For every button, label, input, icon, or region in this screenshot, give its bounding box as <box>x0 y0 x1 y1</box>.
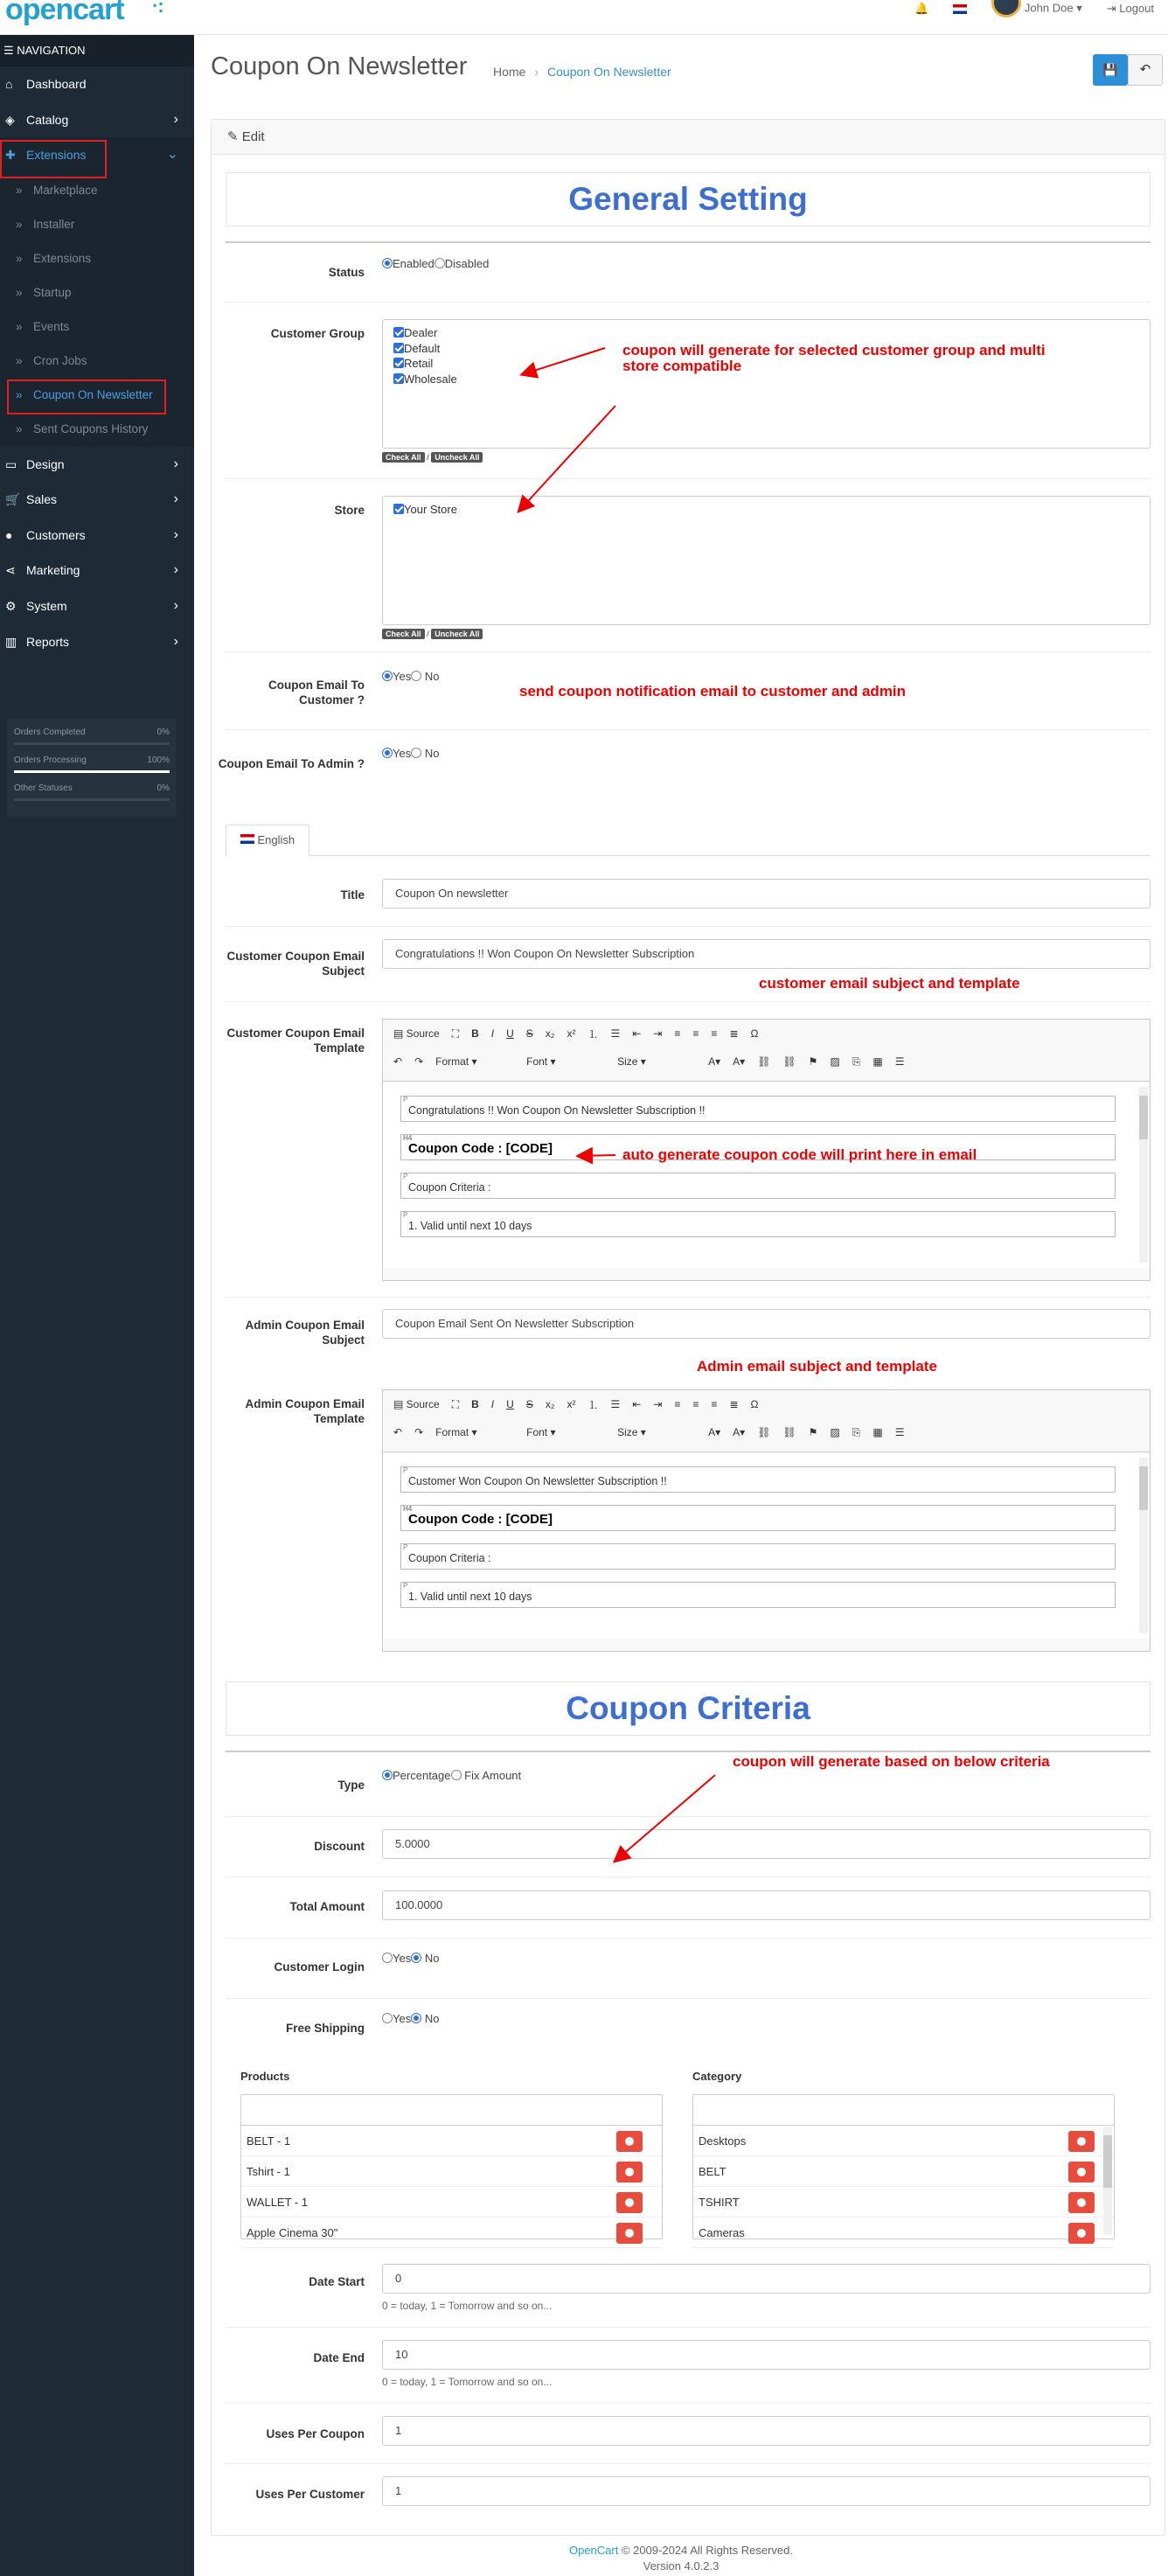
text-color-icon[interactable]: A▾ <box>708 1426 721 1438</box>
cart-icon: 🛒 <box>5 492 21 507</box>
free-shipping-label: Free Shipping <box>285 2022 365 2035</box>
section-rule <box>226 241 1151 243</box>
editor-paragraph[interactable]: P Coupon Criteria : <box>400 1173 1116 1199</box>
text-color-icon[interactable]: A▾ <box>708 1055 721 1068</box>
sidebar-item-sales[interactable]: 🛒 Sales › <box>0 482 194 518</box>
opencart-logo[interactable]: opencart ·: <box>5 0 124 27</box>
sidebar-item-reports[interactable]: ▥ Reports › <box>0 624 194 660</box>
divider <box>226 2403 1151 2404</box>
table-icon[interactable]: ▦ <box>873 1426 883 1438</box>
annotation-admin-template: Admin email subject and template <box>697 1358 937 1375</box>
sidebar-sub-cron-jobs[interactable]: » Cron Jobs <box>0 344 194 378</box>
chevron-right-icon: › <box>173 491 178 507</box>
logout-label: Logout <box>1119 2 1154 15</box>
list-item: BELT - 1 <box>241 2126 662 2156</box>
total-input[interactable]: 100.0000 <box>382 1890 1151 1920</box>
annotation-code: auto generate coupon code will print here in email <box>622 1146 977 1163</box>
sidebar-item-system[interactable]: ⚙ System › <box>0 588 194 624</box>
checkbox[interactable] <box>393 373 404 384</box>
undo-icon[interactable]: ↶ <box>393 1055 403 1068</box>
divider <box>226 478 1151 479</box>
tab-english[interactable]: English <box>226 825 309 857</box>
list-item: Tshirt - 1 <box>241 2156 662 2187</box>
special-char-icon[interactable]: Ω <box>750 1027 759 1040</box>
customer-group-list <box>382 319 1151 449</box>
annotation-email: send coupon notification email to customer and admin <box>519 683 907 700</box>
sidebar-sub-startup[interactable]: » Startup <box>0 275 194 310</box>
bullet-list-icon[interactable]: ☰ <box>610 1398 621 1410</box>
back-arrow-icon: ↶ <box>1139 62 1151 77</box>
status-disabled-radio[interactable] <box>435 258 445 268</box>
checkbox[interactable] <box>393 358 404 368</box>
email-admin-no-radio[interactable] <box>411 748 421 758</box>
editor-content[interactable] <box>383 1081 1150 1268</box>
home-icon: ⌂ <box>5 77 13 91</box>
highlight-box-coupon <box>7 379 166 414</box>
maximize-icon[interactable]: ⛶ <box>451 1027 460 1040</box>
sidebar-item-marketing[interactable]: ⋖ Marketing › <box>0 553 194 588</box>
indent-icon[interactable]: ⇥ <box>653 1398 663 1410</box>
bg-color-icon[interactable]: A▾ <box>733 1055 746 1068</box>
share-icon: ⋖ <box>5 563 16 578</box>
date-end-label: Date End <box>313 2351 365 2364</box>
uses-per-coupon-label: Uses Per Coupon <box>266 2427 365 2440</box>
edit-card <box>211 119 1165 2536</box>
bold-icon[interactable]: B <box>471 1027 479 1040</box>
date-end-help: 0 = today, 1 = Tomorrow and so on... <box>382 2376 553 2388</box>
editor-paragraph[interactable]: P Customer Won Coupon On Newsletter Subscription !! <box>400 1466 1116 1493</box>
section-title-criteria: Coupon Criteria <box>226 1681 1151 1736</box>
list-item: BELT <box>693 2156 1114 2187</box>
indent-icon[interactable]: ⇥ <box>653 1027 663 1040</box>
login-no-radio[interactable] <box>411 1953 421 1963</box>
title-input[interactable]: Coupon On newsletter <box>382 879 1151 909</box>
sidebar-sub-marketplace[interactable]: » Marketplace <box>0 173 194 207</box>
sidebar-sub-coupon-on-newsletter[interactable]: » Coupon On Newsletter <box>0 378 194 412</box>
language-flag-icon[interactable] <box>953 4 967 14</box>
table-icon[interactable]: ▦ <box>873 1055 883 1068</box>
image-icon[interactable]: ▨ <box>830 1426 840 1438</box>
chevron-right-icon: › <box>173 562 178 578</box>
shipping-yes-radio[interactable] <box>382 2013 393 2023</box>
save-icon: 💾 <box>1102 63 1118 77</box>
uncheck-all-button[interactable]: Uncheck All <box>431 629 483 639</box>
progress-fill <box>14 770 170 773</box>
products-search-input[interactable] <box>241 2095 662 2126</box>
page-title: Coupon On Newsletter <box>211 52 468 80</box>
align-left-icon[interactable]: ≡ <box>674 1398 681 1410</box>
gear-icon: ⚙ <box>5 598 17 613</box>
sidebar-item-customers[interactable]: ● Customers › <box>0 518 194 553</box>
remove-button[interactable] <box>616 2192 643 2213</box>
list-item: Cameras <box>693 2217 1114 2248</box>
category-label: Category <box>692 2070 742 2083</box>
date-start-label: Date Start <box>309 2275 365 2288</box>
check-all-button[interactable]: Check All <box>382 452 425 463</box>
status-label: Status <box>328 266 365 279</box>
title-label: Title <box>340 888 365 902</box>
size-select[interactable]: Size ▾ <box>617 1426 646 1438</box>
store-label: Store <box>334 504 365 517</box>
align-left-icon[interactable]: ≡ <box>674 1027 681 1040</box>
email-customer-yes-radio[interactable] <box>382 671 393 681</box>
back-button[interactable] <box>1128 54 1163 86</box>
divider <box>226 1001 1151 1002</box>
editor-toolbar <box>383 1048 1150 1076</box>
remove-button[interactable] <box>1068 2131 1095 2152</box>
hr-icon[interactable]: ☰ <box>894 1055 905 1068</box>
footer <box>194 2543 1168 2574</box>
category-scrollbar[interactable] <box>1103 2127 1112 2235</box>
category-list <box>692 2094 1115 2239</box>
sidebar-item-extensions[interactable]: ✚ Extensions ⌄ <box>0 137 194 173</box>
numbered-list-icon[interactable]: ⒈ <box>587 1027 599 1041</box>
page-header <box>211 52 467 81</box>
editor-paragraph[interactable]: P 1. Valid until next 10 days <box>400 1582 1116 1608</box>
chevron-right-icon: › <box>173 526 178 542</box>
discount-input[interactable]: 5.0000 <box>382 1829 1151 1859</box>
checkbox-item[interactable]: Retail <box>393 356 1139 372</box>
superscript-icon[interactable]: x² <box>567 1027 576 1040</box>
unlink-icon[interactable]: ⛓ <box>782 1426 796 1438</box>
align-center-icon[interactable]: ≡ <box>692 1027 699 1040</box>
date-start-help: 0 = today, 1 = Tomorrow and so on... <box>382 2300 553 2312</box>
free-shipping-radio-group: Yes No <box>382 2012 439 2025</box>
email-customer-radio-group: Yes No <box>382 670 439 683</box>
strike-icon[interactable]: S <box>525 1398 533 1410</box>
checkbox-item[interactable]: Your Store <box>393 502 1139 518</box>
editor-paragraph[interactable]: H4 Coupon Code : [CODE] <box>400 1134 1116 1160</box>
remove-button[interactable] <box>1068 2192 1095 2213</box>
stat-other-statuses: Other Statuses 0% <box>14 783 170 801</box>
date-start-input[interactable]: 0 <box>382 2264 1151 2294</box>
editor-paragraph[interactable]: P Coupon Criteria : <box>400 1543 1116 1570</box>
divider <box>226 1876 1151 1877</box>
type-label: Type <box>337 1779 365 1792</box>
anchor-icon[interactable]: ⚑ <box>808 1055 818 1068</box>
editor-paragraph[interactable]: P 1. Valid until next 10 days <box>400 1211 1116 1237</box>
editor-toolbar <box>383 1418 1150 1446</box>
source-button[interactable]: ▤ Source <box>393 1398 440 1410</box>
divider <box>226 729 1151 730</box>
redo-icon[interactable]: ↷ <box>414 1055 424 1068</box>
justify-icon[interactable]: ≣ <box>729 1398 739 1410</box>
checkbox[interactable] <box>393 327 404 338</box>
sidebar-sub-events[interactable]: » Events <box>0 310 194 344</box>
logout-link[interactable]: ⇥ Logout <box>1106 2 1154 15</box>
breadcrumb-home[interactable]: Home <box>493 65 526 79</box>
chevron-down-icon: ⌄ <box>166 147 178 163</box>
anchor-icon[interactable]: ⚑ <box>808 1426 818 1438</box>
superscript-icon[interactable]: x² <box>567 1398 576 1410</box>
divider <box>226 2327 1151 2328</box>
email-customer-label: Coupon Email To Customer ? <box>268 679 365 707</box>
checkbox-item[interactable]: Default <box>393 341 1139 357</box>
align-right-icon[interactable]: ≡ <box>711 1398 718 1410</box>
sidebar-item-design[interactable]: ▭ Design › <box>0 447 194 483</box>
stat-orders-completed: Orders Completed 0% <box>14 728 170 745</box>
hr-icon[interactable]: ☰ <box>894 1426 905 1438</box>
checkbox[interactable] <box>393 504 404 514</box>
breadcrumb: Home › Coupon On Newsletter <box>493 65 671 79</box>
puzzle-icon: ✚ <box>5 148 16 163</box>
uses-per-customer-input[interactable]: 1 <box>382 2476 1151 2506</box>
breadcrumb-current[interactable]: Coupon On Newsletter <box>547 65 671 79</box>
customer-login-radio-group: Yes No <box>382 1952 439 1965</box>
editor-toolbar <box>383 1390 1150 1418</box>
footer-brand-link[interactable]: OpenCart <box>568 2544 619 2557</box>
date-end-input[interactable]: 10 <box>382 2340 1151 2370</box>
uses-per-coupon-input[interactable]: 1 <box>382 2416 1151 2446</box>
divider <box>226 302 1151 303</box>
shipping-no-radio[interactable] <box>411 2013 421 2023</box>
font-select[interactable]: Font ▾ <box>526 1055 556 1068</box>
divider <box>226 1998 1151 1999</box>
chevron-right-icon: › <box>173 111 178 127</box>
align-right-icon[interactable]: ≡ <box>711 1027 718 1040</box>
uk-flag-icon <box>240 834 254 844</box>
outdent-icon[interactable]: ⇤ <box>632 1398 642 1410</box>
subscript-icon[interactable]: x₂ <box>545 1027 555 1040</box>
list-item: WALLET - 1 <box>241 2187 662 2217</box>
login-yes-radio[interactable] <box>382 1953 393 1963</box>
italic-icon[interactable]: I <box>490 1027 495 1040</box>
discount-label: Discount <box>314 1840 365 1853</box>
nav-title: ☰ NAVIGATION <box>0 35 194 66</box>
admin-subject-input[interactable]: Coupon Email Sent On Newsletter Subscription <box>382 1309 1151 1339</box>
sidebar-sub-extensions[interactable]: » Extensions <box>0 241 194 275</box>
language-tabs <box>226 825 1151 856</box>
admin-subject-label: Admin Coupon Email Subject <box>245 1319 365 1347</box>
products-label: Products <box>240 2070 290 2083</box>
annotation-criteria: coupon will generate based on below criteria <box>733 1753 1050 1770</box>
undo-icon[interactable]: ↶ <box>393 1426 403 1438</box>
divider <box>226 1297 1151 1298</box>
unlink-icon[interactable]: ⛓ <box>782 1055 796 1068</box>
italic-icon[interactable]: I <box>490 1398 495 1410</box>
strike-icon[interactable]: S <box>525 1027 533 1040</box>
uncheck-all-button[interactable]: Uncheck All <box>431 452 483 463</box>
checkbox[interactable] <box>393 343 404 353</box>
total-label: Total Amount <box>289 1900 365 1913</box>
link-icon[interactable]: ⛓ <box>757 1426 771 1438</box>
cart-logo-icon: ·: <box>152 0 163 17</box>
editor-paragraph[interactable]: H4 Coupon Code : [CODE] <box>400 1505 1116 1531</box>
remove-button[interactable] <box>616 2131 643 2152</box>
remove-button[interactable] <box>616 2162 643 2183</box>
type-radio-group: Percentage Fix Amount <box>382 1769 521 1782</box>
customer-group-label: Customer Group <box>270 327 365 340</box>
order-stats <box>7 719 177 817</box>
divider <box>226 926 1151 927</box>
editor-paragraph[interactable]: P Congratulations !! Won Coupon On Newsletter Subscription !! <box>400 1096 1116 1122</box>
iframe-icon[interactable]: ⎘ <box>852 1055 861 1068</box>
admin-template-editor[interactable] <box>382 1389 1151 1652</box>
image-icon[interactable]: ▨ <box>830 1055 840 1068</box>
cust-subject-input[interactable]: Congratulations !! Won Coupon On Newsletter Subscription <box>382 939 1151 969</box>
chevron-right-icon: › <box>173 633 178 649</box>
editor-content[interactable] <box>383 1452 1150 1639</box>
status-enabled-radio[interactable] <box>382 258 393 268</box>
email-admin-label: Coupon Email To Admin ? <box>218 757 365 770</box>
iframe-icon[interactable]: ⎘ <box>852 1425 861 1438</box>
bold-icon[interactable]: B <box>471 1398 479 1410</box>
link-icon[interactable]: ⛓ <box>757 1055 771 1068</box>
bullet-list-icon[interactable]: ☰ <box>610 1027 621 1040</box>
products-list <box>240 2094 663 2239</box>
bell-icon[interactable]: 🔔 <box>914 2 929 15</box>
sidebar-sub-sent-coupons-history[interactable]: » Sent Coupons History <box>0 412 194 446</box>
type-percentage-radio[interactable] <box>382 1770 393 1780</box>
card-heading: ✎ Edit <box>212 120 1165 155</box>
cust-template-label: Customer Coupon Email Template <box>226 1027 365 1055</box>
user-icon: ● <box>5 527 13 542</box>
maximize-icon[interactable]: ⛶ <box>451 1397 460 1410</box>
divider <box>226 1816 1151 1817</box>
remove-button[interactable] <box>1068 2223 1095 2244</box>
store-actions: Check All / Uncheck All <box>382 629 483 639</box>
footer-copyright: © 2009-2024 All Rights Reserved. <box>621 2544 794 2557</box>
numbered-list-icon[interactable]: ⒈ <box>587 1398 599 1411</box>
chart-icon: ▥ <box>5 634 17 649</box>
chevron-right-icon: › <box>173 597 178 613</box>
admin-template-label: Admin Coupon Email Template <box>245 1397 365 1425</box>
highlight-box-extensions <box>0 140 107 178</box>
email-admin-yes-radio[interactable] <box>382 748 393 758</box>
top-header <box>0 0 1168 35</box>
desktop-icon: ▭ <box>5 456 17 471</box>
editor-scrollbar[interactable] <box>1139 1087 1148 1263</box>
divider <box>226 651 1151 652</box>
email-customer-no-radio[interactable] <box>411 671 421 681</box>
source-button[interactable]: ▤ Source <box>393 1027 440 1040</box>
tag-icon: ◈ <box>5 112 15 127</box>
size-select[interactable]: Size ▾ <box>617 1055 646 1068</box>
uses-per-customer-label: Uses Per Customer <box>255 2488 365 2501</box>
special-char-icon[interactable]: Ω <box>750 1398 759 1410</box>
subscript-icon[interactable]: x₂ <box>545 1398 555 1410</box>
editor-toolbar <box>383 1020 1150 1048</box>
divider <box>226 1938 1151 1939</box>
check-all-button[interactable]: Check All <box>382 629 425 639</box>
checkbox-item[interactable]: Dealer <box>393 325 1139 341</box>
user-name: John Doe <box>1024 1 1074 15</box>
list-item: TSHIRT <box>693 2187 1114 2217</box>
section-rule <box>226 1751 1151 1752</box>
footer-version: Version 4.0.2.3 <box>643 2559 720 2573</box>
category-search-input[interactable] <box>693 2095 1114 2126</box>
justify-icon[interactable]: ≣ <box>729 1027 739 1040</box>
sidebar-item-catalog[interactable]: ◈ Catalog › <box>0 102 194 138</box>
annotation-customer-group: coupon will generate for selected customer group and multi store compatible <box>622 342 1046 374</box>
underline-icon[interactable]: U <box>506 1398 514 1410</box>
stat-orders-processing: Orders Processing 100% <box>14 755 170 773</box>
remove-button[interactable] <box>616 2223 643 2244</box>
list-item: Desktops <box>693 2126 1114 2156</box>
chevron-right-icon: › <box>173 456 178 471</box>
format-select[interactable]: Format ▾ <box>435 1055 477 1068</box>
font-select[interactable]: Font ▾ <box>526 1426 556 1438</box>
status-radio-group: Enabled Disabled <box>382 257 489 270</box>
cust-subject-label: Customer Coupon Email Subject <box>226 950 365 978</box>
type-fix-radio[interactable] <box>451 1770 462 1780</box>
checkbox-item[interactable]: Wholesale <box>393 372 1139 387</box>
sidebar-sub-installer[interactable]: » Installer <box>0 207 194 241</box>
annotation-customer-template: customer email subject and template <box>759 975 1020 992</box>
user-menu[interactable]: John Doe ▾ <box>991 0 1081 17</box>
avatar <box>991 0 1021 17</box>
underline-icon[interactable]: U <box>506 1027 514 1040</box>
sidebar-item-dashboard[interactable]: ⌂ Dashboard <box>0 66 194 102</box>
store-list <box>382 496 1151 625</box>
customer-login-label: Customer Login <box>274 1960 365 1974</box>
header-right <box>914 0 1168 17</box>
format-select[interactable]: Format ▾ <box>435 1426 477 1438</box>
bg-color-icon[interactable]: A▾ <box>733 1426 746 1438</box>
email-admin-radio-group: Yes No <box>382 747 439 760</box>
save-button[interactable] <box>1093 54 1128 86</box>
customer-group-actions: Check All / Uncheck All <box>382 452 483 463</box>
align-center-icon[interactable]: ≡ <box>692 1398 699 1410</box>
remove-button[interactable] <box>1068 2162 1095 2183</box>
list-item: Apple Cinema 30" <box>241 2217 662 2248</box>
sidebar <box>0 35 194 2576</box>
redo-icon[interactable]: ↷ <box>414 1426 424 1438</box>
divider <box>226 2463 1151 2464</box>
outdent-icon[interactable]: ⇤ <box>632 1027 642 1040</box>
section-title-general: General Setting <box>226 172 1151 226</box>
editor-scrollbar[interactable] <box>1139 1458 1148 1633</box>
